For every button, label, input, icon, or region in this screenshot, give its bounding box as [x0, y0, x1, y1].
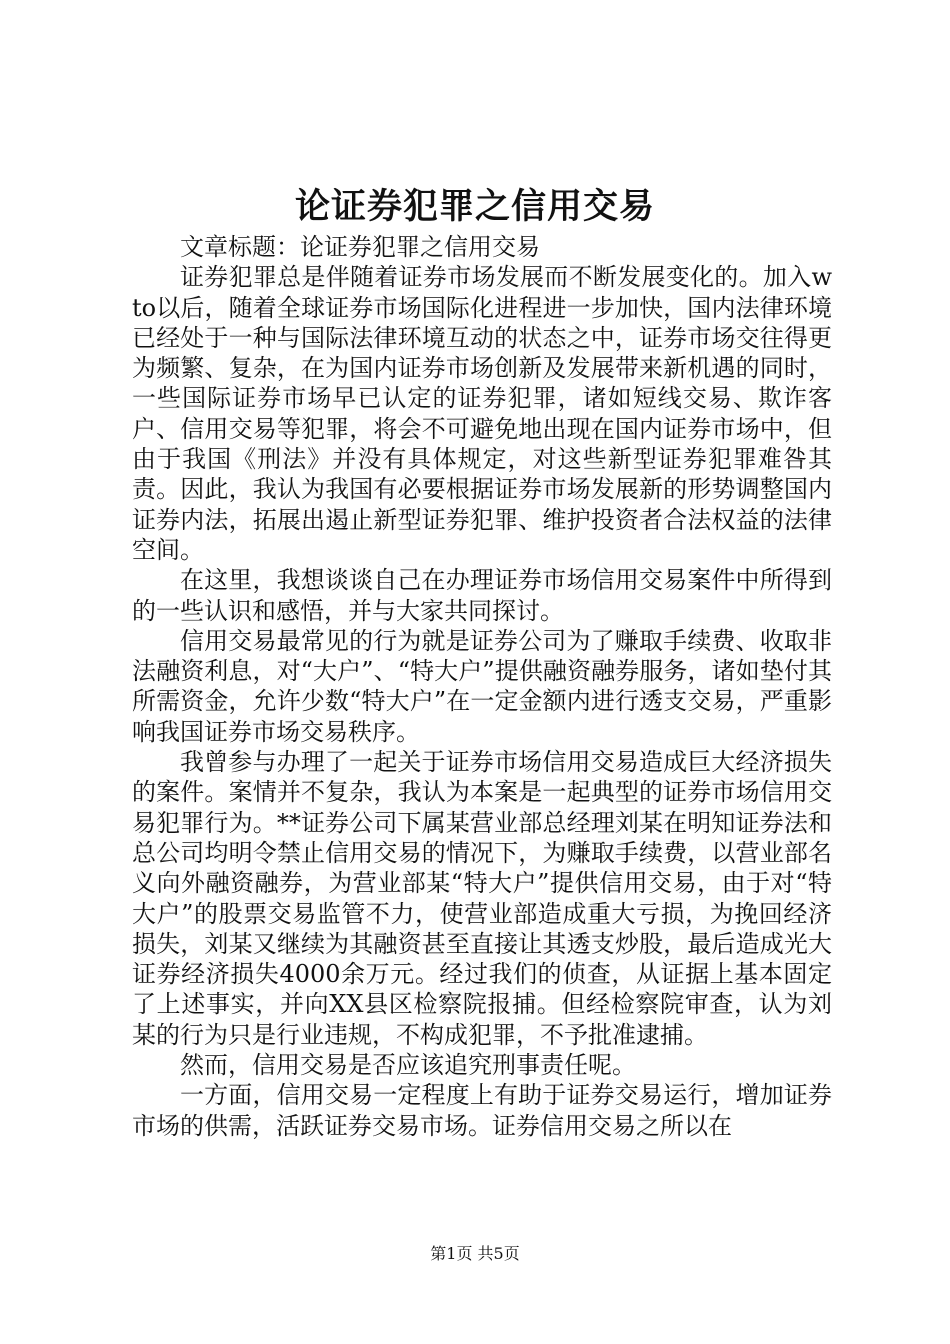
paragraph: 在这里，我想谈谈自己在办理证券市场信用交易案件中所得到的一些认识和感悟，并与大家共同探讨。 [132, 566, 832, 625]
document-title: 论证券犯罪之信用交易 [294, 187, 655, 227]
paragraph: 信用交易最常见的行为就是证券公司为了赚取手续费、收取非法融资利息，对“大户”、“特大户”提供融资融券服务，诸如垫付其所需资金，允许少数“特大户”在一定金额内进行透支交易，严重影响我国证券市场交易秩序。 [132, 626, 832, 746]
page-footer: 第1页 共5页 [430, 1244, 520, 1263]
paragraph: 然而，信用交易是否应该追究刑事责任呢。 [180, 1051, 636, 1080]
article-title-line: 文章标题：论证券犯罪之信用交易 [180, 233, 540, 261]
paragraph: 证券犯罪总是伴随着证券市场发展而不断发展变化的。加入wto以后，随着全球证券市场国际化进程进一步加快，国内法律环境已经处于一种与国际法律环境互动的状态之中，证券市场交往得更为频繁、复杂，在为国内证券市场创新及发展带来新机遇的同时，一些国际证券市场早已认定的证券犯罪，诸如短线交易、欺诈客户、信用交易等犯罪，将会不可避免地出现在国内证券市场中，但由于我国《刑法》并没有具体规定，对这些新型证券犯罪难咎其责。因此，我认为我国有必要根据证券市场发展新的形势调整国内证券内法，拓展出遏止新型证券犯罪、维护投资者合法权益的法律空间。 [132, 263, 832, 564]
document-body [132, 232, 832, 1141]
paragraph: 我曾参与办理了一起关于证券市场信用交易造成巨大经济损失的案件。案情并不复杂，我认为本案是一起典型的证券市场信用交易犯罪行为。**证券公司下属某营业部总经理刘某在明知证券法和总公司均明令禁止信用交易的情况下，为赚取手续费，以营业部名义向外融资融券，为营业部某“特大户”提供信用交易，由于对“特大户”的股票交易监管不力，使营业部造成重大亏损，为挽回经济损失，刘某又继续为其融资甚至直接让其透支炒股，最后造成光大证券经济损失4000余万元。经过我们的侦查，从证据上基本固定了上述事实，并向XX县区检察院报捕。但经检察院审查，认为刘某的行为只是行业违规，不构成犯罪，不予批准逮捕。 [132, 748, 832, 1049]
paragraph: 一方面，信用交易一定程度上有助于证券交易运行，增加证券市场的供需，活跃证券交易市场。证券信用交易之所以在 [132, 1081, 832, 1140]
